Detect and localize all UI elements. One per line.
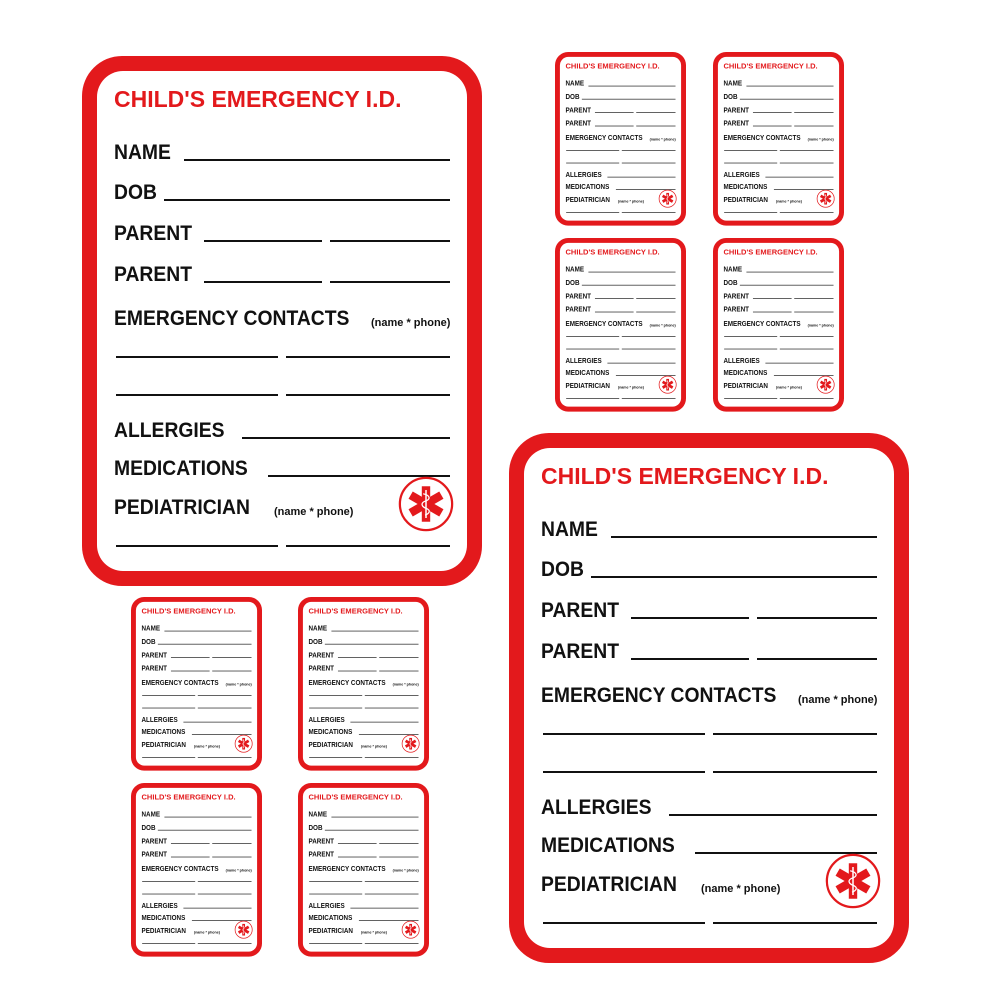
name-label: NAME [541,518,598,541]
allergies-write-line [765,363,833,364]
emergency-contacts-note: (name * phone) [807,323,834,328]
medications-label: MEDICATIONS [565,183,610,191]
pediatrician-phone-line [286,545,450,547]
pediatrician-phone-line [622,212,676,213]
parent-phone-line [794,298,833,299]
parent-name-line [595,126,634,127]
emergency-contacts-note: (name * phone) [649,137,676,142]
allergies-label: ALLERGIES [541,796,652,819]
pediatrician-label: PEDIATRICIAN [541,873,677,896]
pediatrician-label: PEDIATRICIAN [308,741,354,749]
star-of-life-icon [401,735,419,753]
name-label: NAME [308,810,328,819]
parent-phone-line [212,671,251,672]
allergies-write-line [183,908,251,909]
emergency-contacts-note: (name * phone) [649,323,676,328]
dob-write-line [164,199,450,201]
emergency-contacts-label: EMERGENCY CONTACTS [541,684,777,707]
allergies-write-line [607,363,675,364]
pediatrician-name-line [309,943,362,944]
emergency-id-card-small [713,238,844,412]
allergies-write-line [607,177,675,178]
dob-write-line [582,99,676,100]
pediatrician-phone-line [365,943,419,944]
parent-phone-line [330,281,450,283]
pediatrician-label: PEDIATRICIAN [565,382,611,390]
parent-label: PARENT [141,850,168,859]
parent-phone-line [330,240,450,242]
pediatrician-note: (name * phone) [775,199,802,204]
card-title: CHILD'S EMERGENCY I.D. [565,61,660,71]
parent-label: PARENT [308,651,335,659]
pediatrician-label: PEDIATRICIAN [723,196,769,204]
dob-label: DOB [308,637,323,646]
contact-phone-line [198,708,252,709]
allergies-label: ALLERGIES [308,901,345,910]
name-write-line [331,817,418,818]
parent-label: PARENT [308,837,335,845]
pediatrician-phone-line [622,398,676,399]
pediatrician-name-line [566,398,619,399]
medications-label: MEDICATIONS [114,457,248,480]
parent-name-line [338,857,377,858]
pediatrician-name-line [724,212,777,213]
parent-label: PARENT [308,664,335,673]
contact-phone-line [286,356,450,358]
pediatrician-name-line [309,757,362,758]
parent-phone-line [379,857,418,858]
star-of-life-icon [398,476,454,532]
emergency-contacts-label: EMERGENCY CONTACTS [141,865,219,873]
parent-label: PARENT [565,305,592,314]
pediatrician-phone-line [198,943,252,944]
card-title: CHILD'S EMERGENCY I.D. [723,61,818,71]
star-of-life-icon [816,376,834,394]
emergency-id-card-large [82,56,482,586]
dob-label: DOB [141,823,156,832]
pediatrician-note: (name * phone) [701,883,781,895]
medications-label: MEDICATIONS [723,369,768,377]
parent-name-line [204,240,322,242]
pediatrician-label: PEDIATRICIAN [141,741,187,749]
parent-phone-line [794,112,833,113]
contact-name-line [142,695,195,696]
parent-phone-line [636,298,675,299]
parent-name-line [631,617,749,619]
medications-label: MEDICATIONS [565,369,610,377]
contact-name-line [116,394,278,396]
parent-phone-line [379,671,418,672]
card-title: CHILD'S EMERGENCY I.D. [114,86,402,112]
parent-phone-line [636,126,675,127]
pediatrician-name-line [142,943,195,944]
emergency-contacts-note: (name * phone) [807,137,834,142]
contact-phone-line [780,150,834,151]
name-label: NAME [141,810,161,819]
dob-write-line [325,830,419,831]
pediatrician-label: PEDIATRICIAN [141,927,187,935]
emergency-id-card-small [555,52,686,226]
contact-phone-line [286,394,450,396]
parent-label: PARENT [114,222,192,245]
star-of-life-icon [658,190,676,208]
allergies-write-line [350,908,418,909]
pediatrician-name-line [142,757,195,758]
emergency-contacts-label: EMERGENCY CONTACTS [723,134,801,142]
emergency-contacts-note: (name * phone) [798,694,878,706]
dob-write-line [158,644,252,645]
dob-write-line [582,285,676,286]
pediatrician-name-line [566,212,619,213]
pediatrician-label: PEDIATRICIAN [308,927,354,935]
pediatrician-label: PEDIATRICIAN [114,496,250,519]
parent-label: PARENT [723,106,750,114]
contact-phone-line [365,708,419,709]
name-label: NAME [141,624,161,633]
pediatrician-note: (name * phone) [193,744,220,749]
parent-label: PARENT [114,263,192,286]
parent-name-line [338,671,377,672]
star-of-life-icon [401,921,419,939]
emergency-id-card-small [131,597,262,771]
parent-phone-line [212,857,251,858]
contact-name-line [724,163,777,164]
parent-name-line [204,281,322,283]
parent-name-line [338,843,377,844]
pediatrician-label: PEDIATRICIAN [723,382,769,390]
parent-label: PARENT [723,119,750,128]
name-write-line [611,536,877,538]
parent-name-line [595,298,634,299]
contact-phone-line [622,163,676,164]
name-label: NAME [308,624,328,633]
name-write-line [588,86,675,87]
card-title: CHILD'S EMERGENCY I.D. [141,792,236,802]
dob-write-line [740,285,834,286]
allergies-label: ALLERGIES [565,356,602,365]
pediatrician-phone-line [780,212,834,213]
contact-name-line [142,894,195,895]
pediatrician-phone-line [198,757,252,758]
parent-label: PARENT [141,664,168,673]
dob-write-line [591,576,877,578]
parent-name-line [171,857,210,858]
parent-label: PARENT [565,106,592,114]
pediatrician-label: PEDIATRICIAN [565,196,611,204]
dob-write-line [740,99,834,100]
medications-label: MEDICATIONS [541,834,675,857]
contact-phone-line [713,771,877,773]
emergency-contacts-label: EMERGENCY CONTACTS [565,320,643,328]
emergency-contacts-label: EMERGENCY CONTACTS [723,320,801,328]
contact-name-line [724,336,777,337]
contact-name-line [309,695,362,696]
allergies-write-line [350,722,418,723]
name-write-line [184,159,450,161]
emergency-id-card-large [509,433,909,963]
emergency-contacts-note: (name * phone) [225,682,252,687]
parent-name-line [171,671,210,672]
parent-label: PARENT [141,651,168,659]
parent-phone-line [636,112,675,113]
medications-label: MEDICATIONS [141,728,186,736]
pediatrician-note: (name * phone) [360,930,387,935]
parent-phone-line [636,312,675,313]
medications-label: MEDICATIONS [141,914,186,922]
name-write-line [164,631,251,632]
emergency-contacts-note: (name * phone) [392,682,419,687]
pediatrician-note: (name * phone) [617,199,644,204]
parent-phone-line [757,658,877,660]
card-title: CHILD'S EMERGENCY I.D. [541,463,829,489]
dob-label: DOB [723,278,738,287]
contact-phone-line [198,894,252,895]
name-label: NAME [723,79,743,88]
parent-phone-line [757,617,877,619]
contact-phone-line [622,336,676,337]
contact-phone-line [713,733,877,735]
allergies-label: ALLERGIES [114,419,225,442]
name-label: NAME [565,265,585,274]
card-title: CHILD'S EMERGENCY I.D. [308,606,403,616]
contact-name-line [543,733,705,735]
parent-phone-line [794,126,833,127]
parent-label: PARENT [541,640,619,663]
dob-label: DOB [141,637,156,646]
pediatrician-note: (name * phone) [617,385,644,390]
star-of-life-icon [234,921,252,939]
parent-label: PARENT [723,292,750,300]
parent-name-line [753,298,792,299]
emergency-contacts-label: EMERGENCY CONTACTS [565,134,643,142]
contact-phone-line [365,695,419,696]
star-of-life-icon [658,376,676,394]
contact-name-line [142,708,195,709]
pediatrician-name-line [543,922,705,924]
allergies-label: ALLERGIES [141,715,178,724]
medications-label: MEDICATIONS [308,914,353,922]
contact-name-line [566,150,619,151]
card-title: CHILD'S EMERGENCY I.D. [565,247,660,257]
parent-label: PARENT [565,119,592,128]
emergency-id-card-small [713,52,844,226]
allergies-write-line [242,437,450,439]
parent-name-line [753,112,792,113]
emergency-contacts-note: (name * phone) [225,868,252,873]
star-of-life-icon [825,853,881,909]
card-title: CHILD'S EMERGENCY I.D. [723,247,818,257]
dob-label: DOB [565,92,580,101]
parent-phone-line [379,657,418,658]
dob-label: DOB [308,823,323,832]
parent-label: PARENT [565,292,592,300]
contact-phone-line [780,163,834,164]
parent-phone-line [212,843,251,844]
contact-phone-line [780,336,834,337]
emergency-id-card-small [298,783,429,957]
name-write-line [746,86,833,87]
parent-name-line [595,112,634,113]
pediatrician-phone-line [780,398,834,399]
contact-name-line [309,708,362,709]
dob-write-line [158,830,252,831]
emergency-id-card-small [555,238,686,412]
contact-phone-line [622,150,676,151]
contact-name-line [566,336,619,337]
parent-label: PARENT [308,850,335,859]
pediatrician-name-line [724,398,777,399]
emergency-contacts-note: (name * phone) [392,868,419,873]
contact-phone-line [365,881,419,882]
allergies-label: ALLERGIES [565,170,602,179]
allergies-label: ALLERGIES [308,715,345,724]
parent-name-line [753,126,792,127]
name-write-line [746,272,833,273]
name-label: NAME [723,265,743,274]
allergies-write-line [669,814,877,816]
parent-name-line [753,312,792,313]
star-of-life-icon [234,735,252,753]
contact-phone-line [780,349,834,350]
pediatrician-phone-line [713,922,877,924]
pediatrician-phone-line [365,757,419,758]
name-write-line [331,631,418,632]
contact-name-line [309,881,362,882]
emergency-contacts-label: EMERGENCY CONTACTS [308,679,386,687]
contact-phone-line [365,894,419,895]
name-write-line [164,817,251,818]
allergies-write-line [183,722,251,723]
pediatrician-note: (name * phone) [360,744,387,749]
contact-phone-line [622,349,676,350]
parent-label: PARENT [541,599,619,622]
emergency-contacts-label: EMERGENCY CONTACTS [141,679,219,687]
contact-name-line [724,150,777,151]
pediatrician-name-line [116,545,278,547]
star-of-life-icon [816,190,834,208]
parent-name-line [338,657,377,658]
dob-label: DOB [114,181,157,204]
emergency-contacts-label: EMERGENCY CONTACTS [308,865,386,873]
card-title: CHILD'S EMERGENCY I.D. [141,606,236,616]
allergies-label: ALLERGIES [141,901,178,910]
contact-name-line [309,894,362,895]
parent-name-line [171,657,210,658]
parent-label: PARENT [723,305,750,314]
parent-phone-line [379,843,418,844]
pediatrician-note: (name * phone) [274,506,354,518]
dob-write-line [325,644,419,645]
name-write-line [588,272,675,273]
allergies-label: ALLERGIES [723,356,760,365]
emergency-id-card-small [131,783,262,957]
allergies-write-line [765,177,833,178]
contact-name-line [543,771,705,773]
dob-label: DOB [723,92,738,101]
name-label: NAME [114,141,171,164]
emergency-contacts-note: (name * phone) [371,317,451,329]
parent-name-line [171,843,210,844]
medications-label: MEDICATIONS [308,728,353,736]
card-title: CHILD'S EMERGENCY I.D. [308,792,403,802]
contact-name-line [566,349,619,350]
name-label: NAME [565,79,585,88]
medications-label: MEDICATIONS [723,183,768,191]
parent-phone-line [212,657,251,658]
contact-name-line [566,163,619,164]
emergency-id-card-small [298,597,429,771]
parent-name-line [595,312,634,313]
dob-label: DOB [541,558,584,581]
contact-phone-line [198,695,252,696]
parent-name-line [631,658,749,660]
contact-phone-line [198,881,252,882]
parent-label: PARENT [141,837,168,845]
contact-name-line [724,349,777,350]
pediatrician-note: (name * phone) [775,385,802,390]
pediatrician-note: (name * phone) [193,930,220,935]
emergency-contacts-label: EMERGENCY CONTACTS [114,307,350,330]
allergies-label: ALLERGIES [723,170,760,179]
contact-name-line [116,356,278,358]
parent-phone-line [794,312,833,313]
dob-label: DOB [565,278,580,287]
contact-name-line [142,881,195,882]
